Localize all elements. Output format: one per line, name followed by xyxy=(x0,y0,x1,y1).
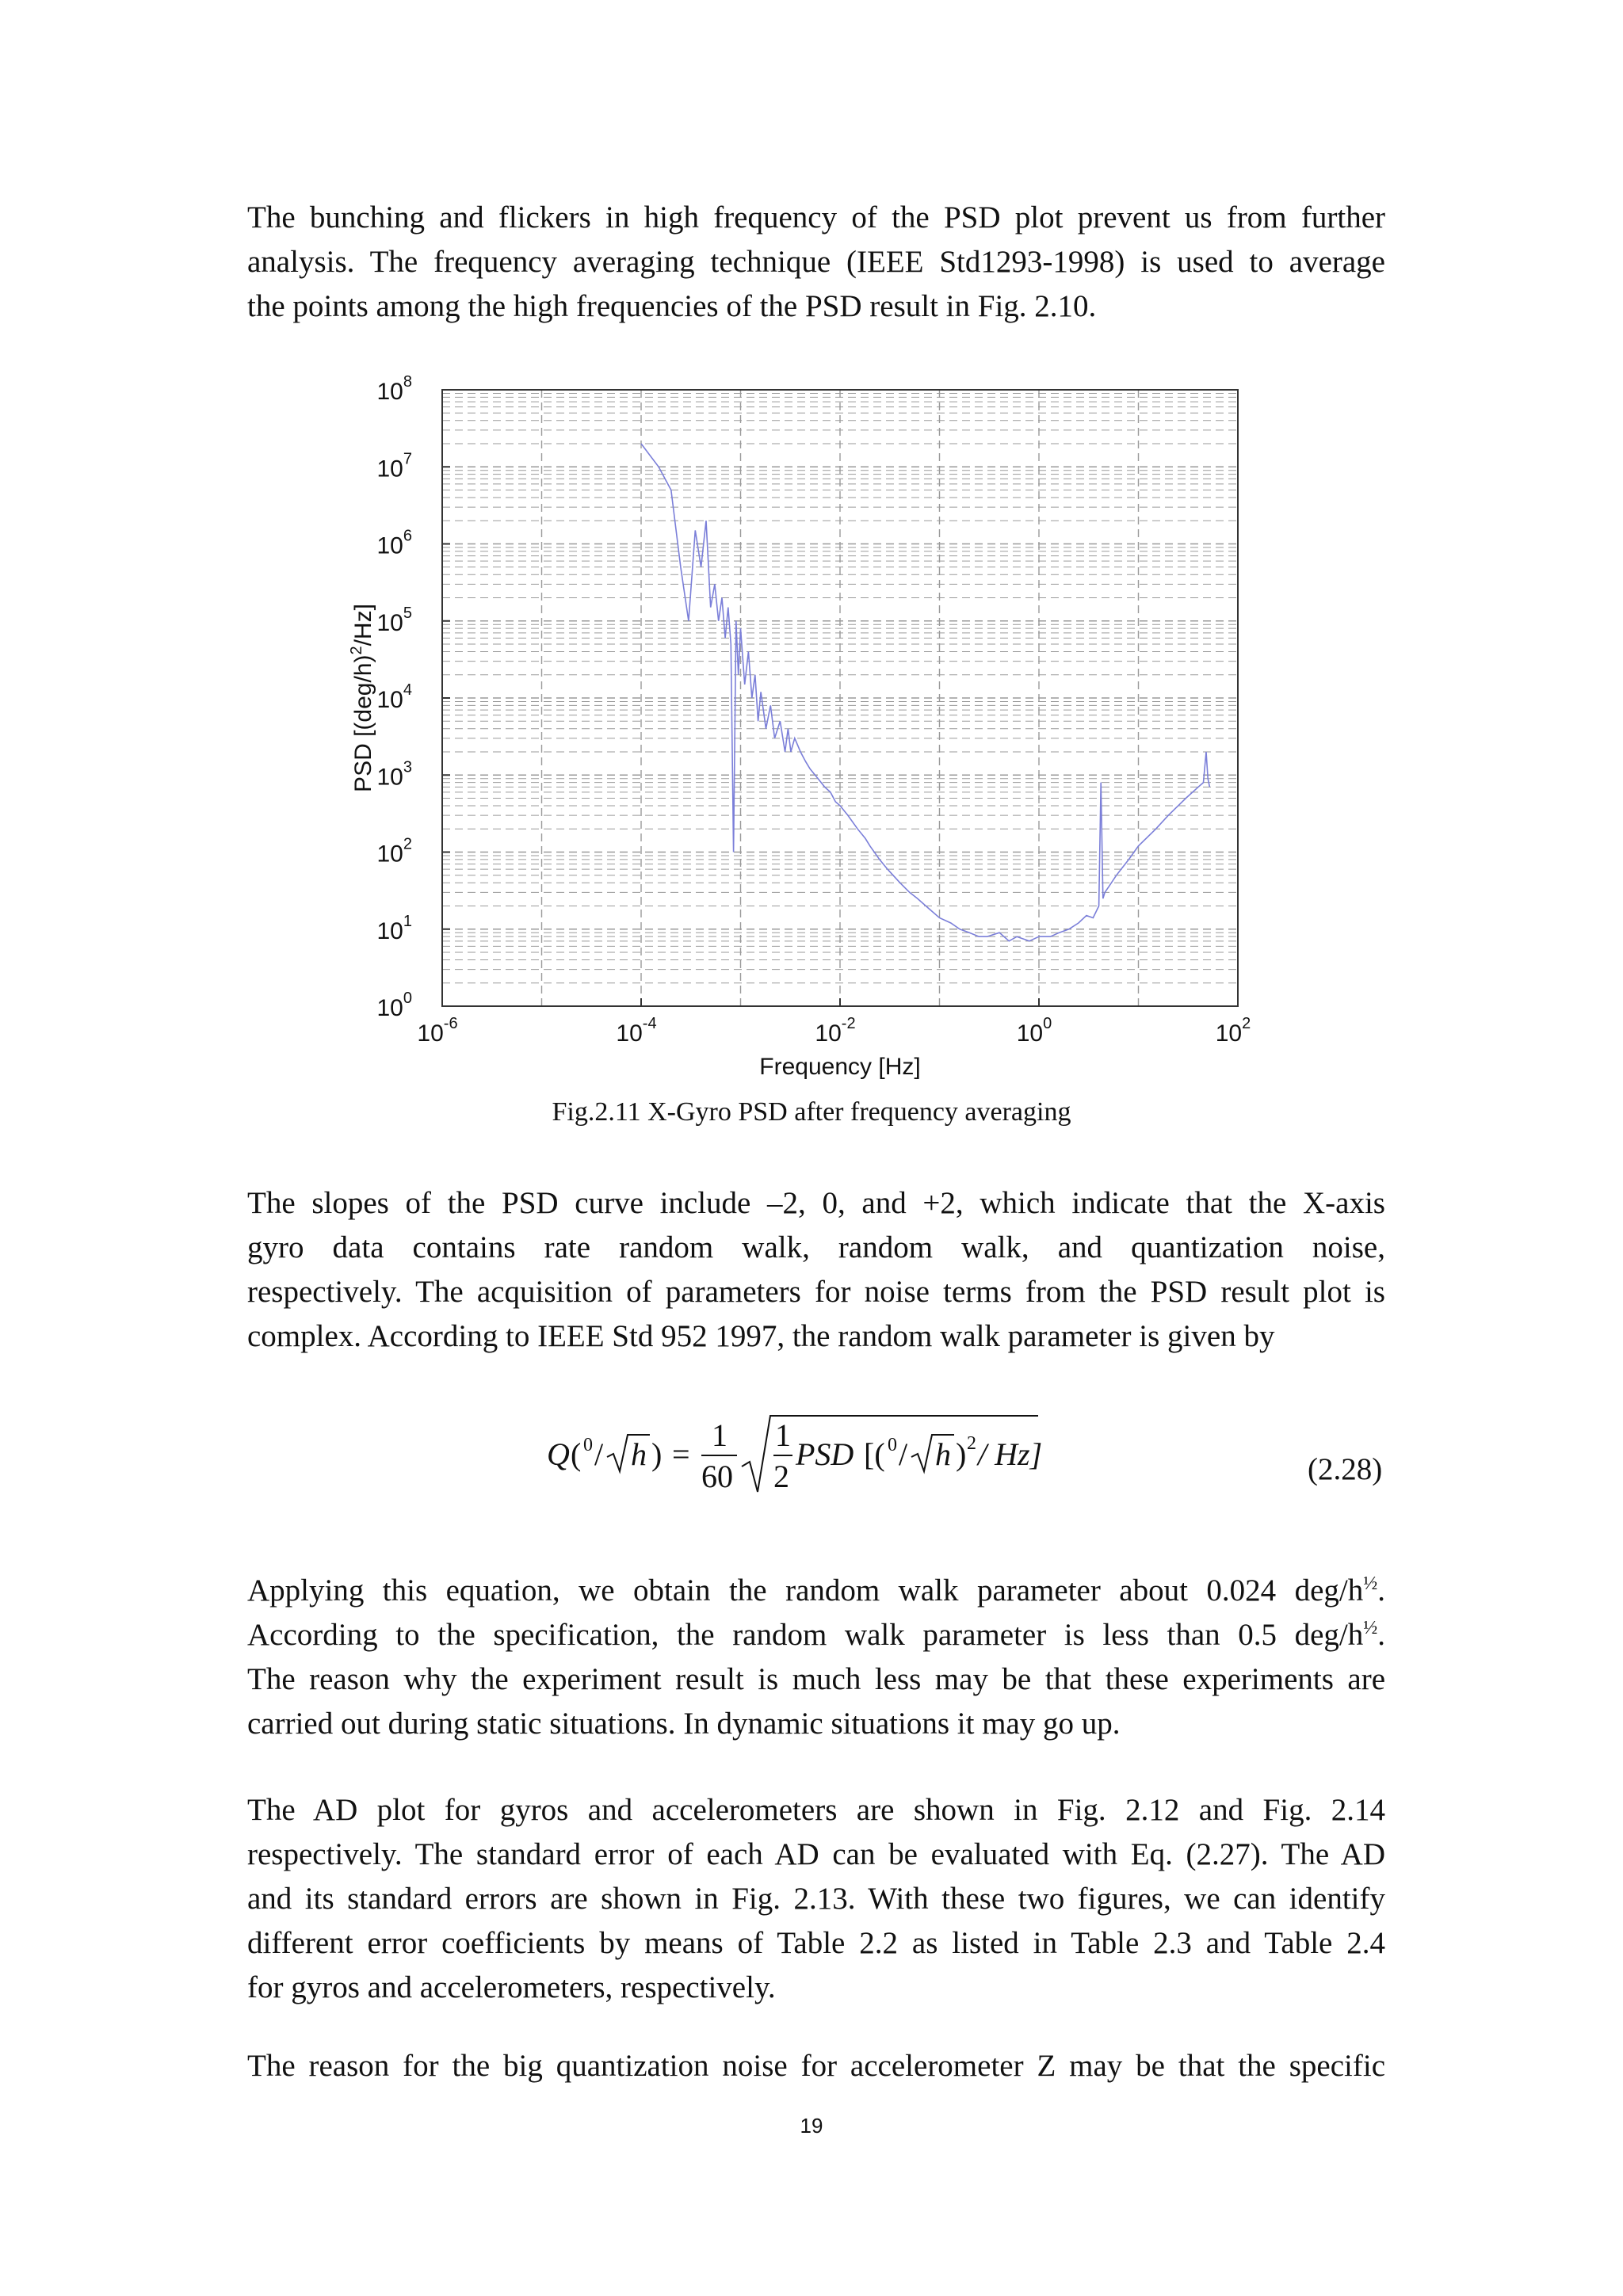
text-line: Applying this equation, we obtain the random walk parameter about 0.024 deg/$h^{\frac{1}{2}}$. xyxy=(247,1573,1385,1608)
eq-paren: ( xyxy=(571,1436,582,1472)
eq-h2: h xyxy=(935,1436,951,1472)
text-line: The AD plot for gyros and accelerometers are shown in Fig. 2.12 and Fig. 2.14 xyxy=(247,1793,1385,1827)
text-line: The bunching and flickers in high frequency of the PSD plot prevent us from further xyxy=(247,200,1385,235)
x-tick-label: $10^{-6}$ xyxy=(417,1015,458,1047)
y-tick-label: $10^2$ xyxy=(376,835,412,868)
x-tick-label: $10^0$ xyxy=(1016,1015,1052,1047)
eq-paren-close: ) xyxy=(651,1436,663,1472)
y-axis-label: PSD $[(deg/h)^2/Hz]$ xyxy=(348,604,376,792)
frac1-den: 60 xyxy=(701,1459,733,1494)
chart-grid xyxy=(442,390,1238,1006)
text-line: complex. According to IEEE Std 952 1997, the random walk parameter is given by xyxy=(247,1319,1275,1353)
paragraph-ad xyxy=(247,1788,1385,2010)
x-tick-label: $10^{-2}$ xyxy=(815,1015,856,1047)
x-axis-label: Frequency [Hz] xyxy=(759,1054,921,1080)
frac2-num: 1 xyxy=(775,1417,791,1453)
text-line: the points among the high frequencies of the PSD result in Fig. 2.10. xyxy=(247,289,1097,323)
x-tick-labels xyxy=(417,1015,1251,1047)
paragraph-slopes xyxy=(247,1181,1385,1359)
x-tick-label: $10^2$ xyxy=(1215,1015,1251,1047)
paragraph-result xyxy=(247,1569,1385,1746)
eq-h: h xyxy=(631,1436,647,1472)
eq-slash2: / xyxy=(899,1436,908,1472)
frac1-num: 1 xyxy=(712,1417,727,1453)
text-line: carried out during static situations. In dynamic situations it may go up. xyxy=(247,1707,1121,1741)
y-tick-labels xyxy=(377,373,413,1021)
text-line: gyro data contains rate random walk, random walk, and quantization noise, xyxy=(247,1230,1385,1264)
y-tick-label: $10^3$ xyxy=(376,758,412,791)
y-tick-label: $10^6$ xyxy=(376,527,412,559)
paragraph-quantization xyxy=(247,2044,1385,2088)
eq-hz: / Hz] xyxy=(978,1436,1043,1472)
text-line: and its standard errors are shown in Fig. 2.13. With these two figures, we can identify xyxy=(247,1882,1385,1916)
text-line: analysis. The frequency averaging technique (IEEE Std1293-1998) is used to average xyxy=(247,245,1385,279)
eq-equals: = xyxy=(672,1436,690,1472)
eq-close: ) xyxy=(956,1436,967,1472)
text-line: According to the specification, the random walk parameter is less than 0.5 deg/$h^{\frac{1}{2}}$. xyxy=(247,1618,1385,1652)
y-tick-label: $10^0$ xyxy=(376,990,412,1021)
text-line: The slopes of the PSD curve include –2, 0, and +2, which indicate that the X-axis xyxy=(247,1186,1385,1220)
y-tick-label: $10^5$ xyxy=(376,604,412,636)
eq-psd: PSD xyxy=(796,1436,854,1472)
text-line: different error coefficients by means of Table 2.2 as listed in Table 2.3 and Table 2.4 xyxy=(247,1926,1385,1960)
eq-sq: 2 xyxy=(967,1433,976,1454)
y-tick-label: $10^4$ xyxy=(376,681,412,713)
text-line: The reason for the big quantization noise for accelerometer Z may be that the specific xyxy=(247,2049,1385,2083)
y-tick-label: $10^1$ xyxy=(376,912,412,944)
eq-q: Q xyxy=(547,1436,570,1472)
text-line: for gyros and accelerometers, respectively. xyxy=(247,1970,776,2004)
y-tick-label: $10^7$ xyxy=(376,450,412,482)
text-line: respectively. The acquisition of parameters for noise terms from the PSD result plot is xyxy=(247,1275,1385,1309)
eq-open: [( xyxy=(864,1436,885,1472)
page-number: 19 xyxy=(800,2114,823,2138)
eq-slash: / xyxy=(594,1436,604,1472)
figure-caption: Fig.2.11 X-Gyro PSD after frequency averaging xyxy=(552,1097,1071,1127)
y-tick-label: $10^8$ xyxy=(376,373,412,405)
text-line: respectively. The standard error of each AD can be evaluated with Eq. (2.27). The AD xyxy=(247,1837,1385,1871)
eq-deg: 0 xyxy=(583,1435,593,1455)
paragraph-intro xyxy=(247,196,1385,329)
equation-number: (2.28) xyxy=(1308,1452,1383,1486)
x-tick-label: $10^{-4}$ xyxy=(616,1015,657,1047)
text-line: The reason why the experiment result is much less may be that these experiments are xyxy=(247,1662,1385,1696)
eq-deg2: 0 xyxy=(888,1435,897,1455)
psd-chart xyxy=(333,357,1300,1085)
psd-series-line xyxy=(641,444,1209,941)
frac2-den: 2 xyxy=(773,1459,789,1494)
